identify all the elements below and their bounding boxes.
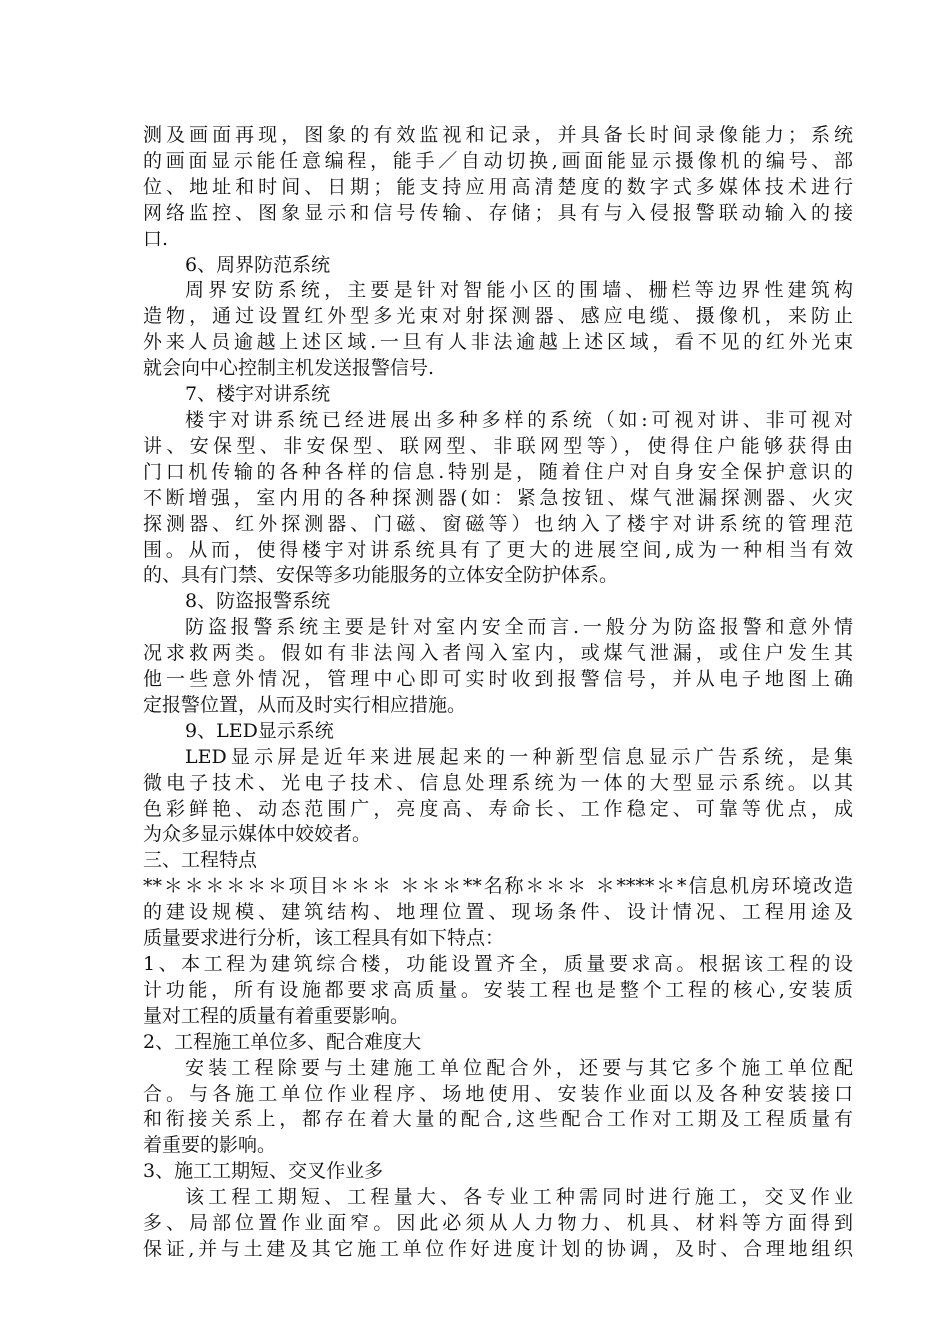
text-line: 和衔接关系上，都存在着大量的配合,这些配合工作对工期及工程质量有 [143, 1108, 853, 1131]
text-line: 计功能，所有设施都要求高质量。安装工程也是整个工程的核心,安装质 [143, 978, 853, 1001]
text-line: 定报警位置，从而及时实行相应措施。 [143, 693, 467, 716]
text-line: 况求救两类。假如有非法闯入者闯入室内，或煤气泄漏，或住户发生其 [143, 642, 853, 665]
text-line: 合。与各施工单位作业程序、场地使用、安装作业面以及各种安装接口 [143, 1082, 853, 1105]
section-heading: 2、工程施工单位多、配合难度大 [143, 1030, 422, 1053]
section-heading: 3、施工工期短、交叉作业多 [143, 1160, 384, 1183]
text-line: 微电子技术、光电子技术、信息处理系统为一体的大型显示系统。以其 [143, 771, 853, 794]
text-line: 1、本工程为建筑综合楼，功能设置齐全，质量要求高。根据该工程的设 [143, 953, 853, 975]
text-line: 讲、安保型、非安保型、联网型、非联网型等），使得住户能够获得由 [143, 434, 853, 457]
text-line: 楼宇对讲系统已经进展出多种多样的系统（如:可视对讲、非可视对 [185, 408, 853, 431]
text-line: **＊＊＊＊＊＊项目＊＊＊ ＊＊＊**名称＊＊＊ ＊****＊*信息机房环境改造 [143, 875, 853, 898]
text-line: 的、具有门禁、安保等多功能服务的立体安全防护体系。 [143, 564, 619, 587]
text-line: 外来人员逾越上述区域.一旦有人非法逾越上述区域，看不见的红外光束 [143, 331, 853, 354]
text-line: 周界安防系统，主要是针对智能小区的围墙、栅栏等边界性建筑构 [185, 279, 853, 302]
section-heading: 6、周界防范系统 [185, 253, 331, 276]
document-body [143, 123, 853, 1263]
text-line: 门口机传输的各种各样的信息.特别是，随着住户对自身安全保护意识的 [143, 460, 853, 483]
text-line: 多、局部位置作业面窄。因此必须从人力物力、机具、材料等方面得到 [143, 1212, 853, 1235]
text-line: 防盗报警系统主要是针对室内安全而言.一般分为防盗报警和意外情 [185, 616, 853, 639]
text-line: 该工程工期短、工程量大、各专业工种需同时进行施工，交叉作业 [185, 1186, 853, 1209]
text-line: 测及画面再现，图象的有效监视和记录，并具备长时间录像能力；系统 [143, 124, 853, 146]
text-line: 质量要求进行分析，该工程具有如下特点： [143, 927, 505, 950]
text-line: 的建设规模、建筑结构、地理位置、现场条件、设计情况、工程用途及 [143, 901, 853, 924]
text-line: 保证,并与土建及其它施工单位作好进度计划的协调，及时、合理地组织 [143, 1237, 853, 1260]
section-heading: 7、楼宇对讲系统 [185, 383, 331, 406]
text-line: 口. [143, 227, 169, 250]
text-line: 造物，通过设置红外型多光束对射探测器、感应电缆、摄像机，来防止 [143, 305, 853, 328]
text-line: 就会向中心控制主机发送报警信号. [143, 357, 435, 380]
text-line: 为众多显示媒体中姣姣者。 [143, 823, 372, 846]
text-line: 围。从而，使得楼宇对讲系统具有了更大的进展空间,成为一种相当有效 [143, 538, 853, 561]
text-line: 位、地址和时间、日期；能支持应用高清楚度的数字式多媒体技术进行 [143, 175, 853, 198]
text-line: 的画面显示能任意编程，能手／自动切换,画面能显示摄像机的编号、部 [143, 149, 853, 172]
text-line: 量对工程的质量有着重要影响。 [143, 1004, 410, 1027]
text-line: 探测器、红外探测器、门磁、窗磁等）也纳入了楼宇对讲系统的管理范 [143, 512, 853, 535]
text-line: 网络监控、图象显示和信号传输、存储；具有与入侵报警联动输入的接 [143, 201, 853, 224]
section-heading: 9、LED显示系统 [185, 719, 334, 742]
section-heading: 三、工程特点 [143, 849, 258, 872]
text-line: 色彩鲜艳、动态范围广，亮度高、寿命长、工作稳定、可靠等优点，成 [143, 797, 853, 820]
text-line: LED显示屏是近年来进展起来的一种新型信息显示广告系统，是集 [185, 745, 853, 768]
text-line: 他一些意外情况，管理中心即可实时收到报警信号，并从电子地图上确 [143, 668, 853, 691]
section-heading: 8、防盗报警系统 [185, 590, 331, 613]
text-line: 不断增强，室内用的各种探测器(如：紧急按钮、煤气泄漏探测器、火灾 [143, 486, 853, 509]
text-line: 着重要的影响。 [143, 1134, 277, 1157]
text-line: 安装工程除要与土建施工单位配合外，还要与其它多个施工单位配 [185, 1056, 853, 1079]
